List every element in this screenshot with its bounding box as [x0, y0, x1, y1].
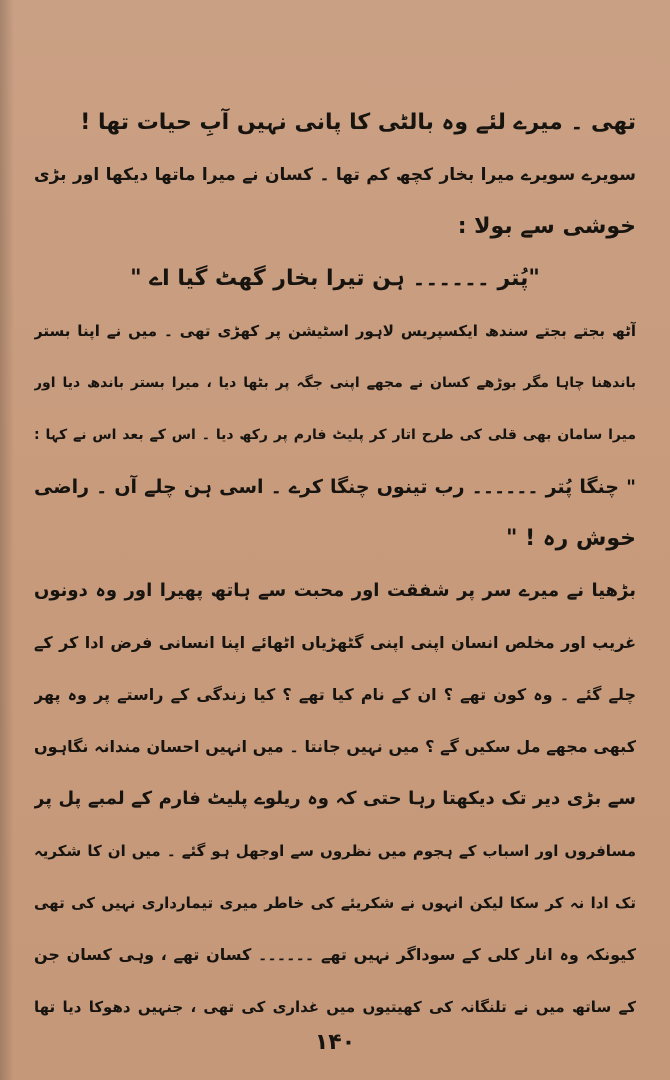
text-line: " چنگا پُتر ۔۔۔۔۔۔ رب تینوں چنگا کرے ۔ اسی ہن چلے آں ۔ راضی: [34, 476, 636, 498]
text-line: خوشی سے بولا :: [457, 214, 636, 239]
page-number: ۱۴۰: [314, 1030, 356, 1055]
text-line: چلے گئے ۔ وہ کون تھے ؟ ان کے نام کیا تھے ؟ کیا زندگی کے راستے پر وہ پھر: [34, 685, 636, 704]
text-line: میرا سامان بھی قلی کی طرح اتار کر پلیٹ فارم پر رکھ دیا ۔ اس کے بعد اس نے کہا :: [34, 427, 636, 443]
text-line: مسافروں اور اسباب کے ہجوم میں نظروں سے اوجھل ہو گئے ۔ میں ان کا شکریہ: [34, 842, 636, 860]
text-line: تک ادا نہ کر سکا لیکن انہوں نے شکریئے کی خاطر میری تیمارداری نہیں کی تھی: [34, 894, 636, 912]
text-line: باندھنا چاہا مگر بوڑھے کسان نے مجھے اپنی جگہ پر بٹھا دیا ، میرا بستر باندھ دیا اور: [34, 375, 636, 391]
text-line: خوش رہ ! ": [505, 526, 636, 551]
text-line: کے ساتھ میں نے تلنگانہ کی کھیتیوں میں غداری کی تھی ، جنہیں دھوکا دیا تھا: [34, 998, 636, 1016]
text-line: سویرے سویرے میرا بخار کچھ کم تھا ۔ کسان نے میرا ماتھا دیکھا اور بڑی: [34, 165, 636, 185]
text-line: "پُتر ۔۔۔۔۔۔ ہن تیرا بخار گھٹ گیا اے ": [130, 266, 540, 291]
text-line: سے بڑی دیر تک دیکھتا رہا حتی کہ وہ ریلوے پلیٹ فارم کے لمبے پل پر: [34, 788, 636, 809]
text-line: بڑھیا نے میرے سر پر شفقت اور محبت سے ہاتھ پھیرا اور وہ دونوں: [34, 580, 636, 601]
text-line: کیونکہ وہ انار کلی کے سوداگر نہیں تھے ۔۔۔۔۔۔ کسان تھے ، وہی کسان جن: [34, 945, 636, 964]
text-line: تھی ۔ میرے لئے وہ بالٹی کا پانی نہیں آبِ حیات تھا !: [80, 110, 636, 135]
text-line: غریب اور مخلص انسان اپنی اپنی گٹھڑیاں اٹھائے اپنا انسانی فرض ادا کر کے: [34, 633, 636, 652]
text-line: آٹھ بجتے بجتے سندھ ایکسپریس لاہور اسٹیشن پر کھڑی تھی ۔ میں نے اپنا بستر: [34, 322, 636, 340]
page-text: [34, 108, 636, 1044]
text-line: کبھی مجھے مل سکیں گے ؟ میں نہیں جانتا ۔ میں انہیں احسان مندانہ نگاہوں: [34, 737, 636, 756]
